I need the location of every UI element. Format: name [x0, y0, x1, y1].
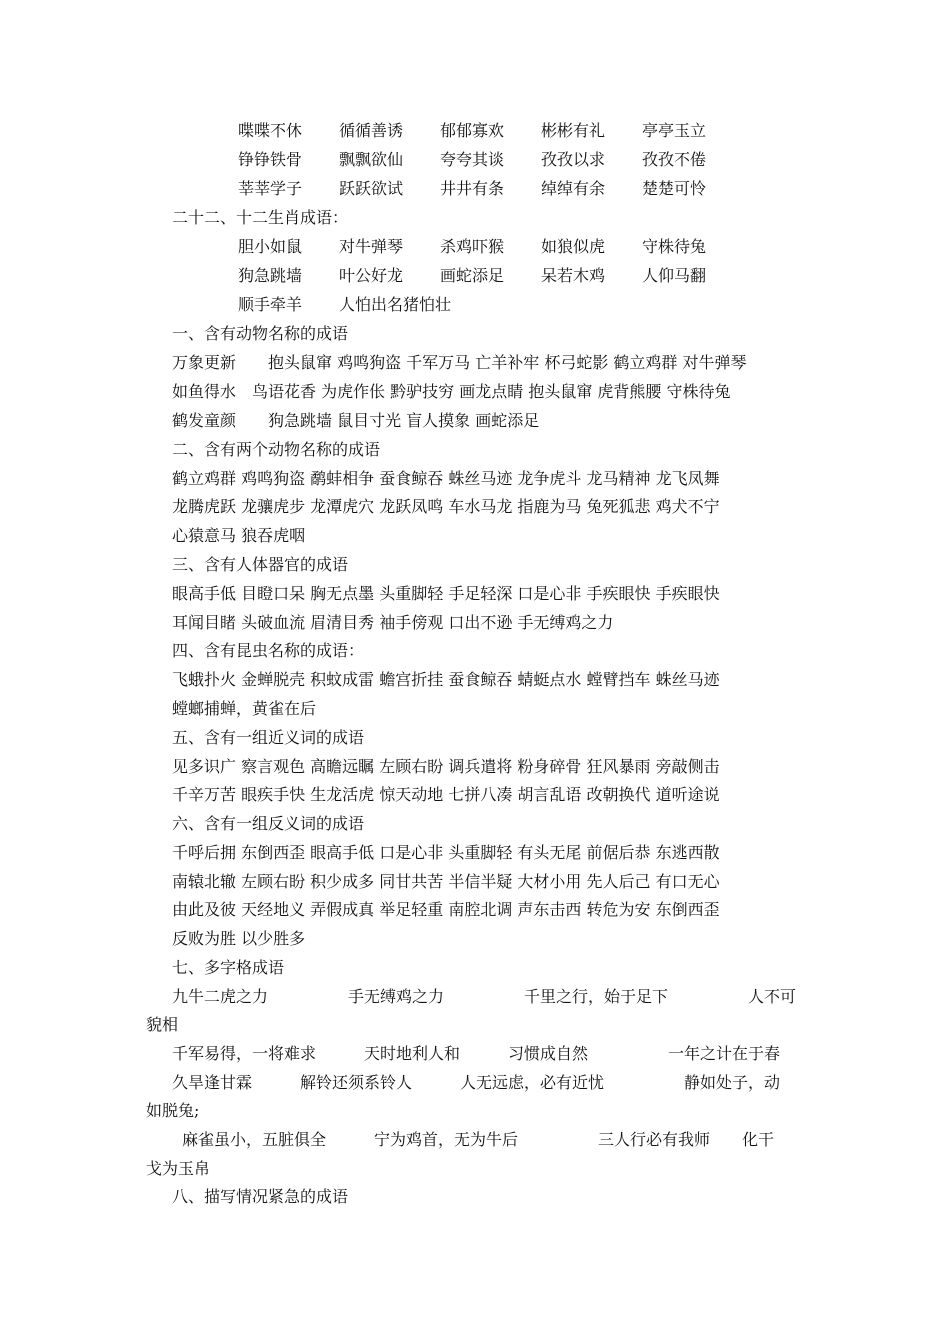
section-heading: 八、描写情况紧急的成语: [172, 1187, 349, 1206]
section-heading: 二十二、十二生肖成语：: [172, 208, 349, 227]
idiom-line: 貌相: [146, 1015, 179, 1034]
idiom: 顺手牵羊: [238, 295, 303, 314]
idiom: 画蛇添足: [440, 266, 505, 285]
idiom-line: 千军易得，一将难求 天时地利人和 习惯成自然 一年之计在于春: [172, 1044, 781, 1063]
section-heading: 三、含有人体器官的成语: [172, 555, 349, 574]
section-heading: 六、含有一组反义词的成语: [172, 814, 365, 833]
idiom: 守株待兔: [642, 237, 707, 256]
idiom-line: 耳闻目睹 头破血流 眉清目秀 袖手傍观 口出不逊 手无缚鸡之力: [172, 613, 614, 632]
idiom: 楚楚可怜: [642, 179, 707, 198]
section-heading: 二、含有两个动物名称的成语: [172, 440, 381, 459]
idiom: 人怕出名猪怕壮: [339, 295, 452, 314]
idiom: 胆小如鼠: [238, 237, 303, 256]
idiom-row: [0, 150, 950, 170]
idiom-line: 九牛二虎之力 手无缚鸡之力 千里之行，始于足下 人不可: [172, 987, 797, 1006]
idiom: 呆若木鸡: [541, 266, 606, 285]
idiom-row: [0, 237, 950, 257]
idiom-line: 戈为玉帛: [146, 1159, 211, 1178]
idiom-line: 麻雀虽小，五脏俱全 宁为鸡首，无为牛后 三人行必有我师 化干: [182, 1130, 775, 1149]
idiom: 跃跃欲试: [339, 179, 404, 198]
idiom: 狗急跳墙: [238, 266, 303, 285]
section-heading: 四、含有昆虫名称的成语：: [172, 641, 365, 660]
idiom: 孜孜以求: [541, 150, 606, 169]
idiom-line: 心猿意马 狼吞虎咽: [172, 526, 306, 545]
section-heading: 一、含有动物名称的成语: [172, 324, 349, 343]
idiom: 铮铮铁骨: [238, 150, 303, 169]
idiom-line: 鹤立鸡群 鸡鸣狗盗 鹬蚌相争 蚕食鲸吞 蛛丝马迹 龙争虎斗 龙马精神 龙飞凤舞: [172, 469, 720, 488]
idiom-line: 鹤发童颜 狗急跳墙 鼠目寸光 盲人摸象 画蛇添足: [172, 411, 540, 430]
idiom-line: 千呼后拥 东倒西歪 眼高手低 口是心非 头重脚轻 有头无尾 前倨后恭 东逃西散: [172, 843, 720, 862]
idiom-line: 眼高手低 目瞪口呆 胸无点墨 头重脚轻 手足轻深 口是心非 手疾眼快 手疾眼快: [172, 584, 720, 603]
idiom: 亭亭玉立: [642, 121, 707, 140]
section-heading: 七、多字格成语: [172, 958, 285, 977]
idiom-row: [0, 121, 950, 141]
section-heading: 五、含有一组近义词的成语: [172, 728, 365, 747]
idiom-row: [0, 266, 950, 286]
idiom-line: 久旱逢甘霖 解铃还须系铃人 人无远虑，必有近忧 静如处子，动: [172, 1073, 781, 1092]
idiom: 莘莘学子: [238, 179, 303, 198]
idiom: 孜孜不倦: [642, 150, 707, 169]
idiom-row: [0, 179, 950, 199]
idiom: 喋喋不休: [238, 121, 303, 140]
idiom-line: 由此及彼 天经地义 弄假成真 举足轻重 南腔北调 声东击西 转危为安 东倒西歪: [172, 900, 720, 919]
idiom: 循循善诱: [339, 121, 404, 140]
idiom: 彬彬有礼: [541, 121, 606, 140]
idiom-line: 南辕北辙 左顾右盼 积少成多 同甘共苦 半信半疑 大材小用 先人后己 有口无心: [172, 872, 720, 891]
idiom: 郁郁寡欢: [440, 121, 505, 140]
idiom-line: 螳螂捕蝉，黄雀在后: [172, 699, 317, 718]
idiom-row: [0, 295, 950, 315]
idiom-line: 龙腾虎跃 龙骧虎步 龙潭虎穴 龙跃凤鸣 车水马龙 指鹿为马 兔死狐悲 鸡犬不宁: [172, 497, 720, 516]
idiom: 绰绰有余: [541, 179, 606, 198]
idiom: 夸夸其谈: [440, 150, 505, 169]
idiom: 对牛弹琴: [339, 237, 404, 256]
idiom-line: 飞蛾扑火 金蝉脱壳 积蚊成雷 蟾宫折挂 蚕食鲸吞 蜻蜓点水 螳臂挡车 蛛丝马迹: [172, 670, 720, 689]
idiom: 飘飘欲仙: [339, 150, 404, 169]
idiom-line: 如鱼得水 鸟语花香 为虎作伥 黔驴技穷 画龙点睛 抱头鼠窜 虎背熊腰 守株待兔: [172, 382, 731, 401]
idiom: 如狼似虎: [541, 237, 606, 256]
idiom-line: 千辛万苦 眼疾手快 生龙活虎 惊天动地 七拼八凑 胡言乱语 改朝换代 道听途说: [172, 785, 720, 804]
idiom: 人仰马翻: [642, 266, 707, 285]
idiom: 井井有条: [440, 179, 505, 198]
idiom-line: 万象更新 抱头鼠窜 鸡鸣狗盗 千军万马 亡羊补牢 杯弓蛇影 鹤立鸡群 对牛弹琴: [172, 353, 747, 372]
idiom: 叶公好龙: [339, 266, 404, 285]
idiom: 杀鸡吓猴: [440, 237, 505, 256]
idiom-line: 如脱兔;: [146, 1101, 200, 1120]
idiom-line: 反败为胜 以少胜多: [172, 929, 306, 948]
idiom-line: 见多识广 察言观色 高瞻远瞩 左顾右盼 调兵遣将 粉身碎骨 狂风暴雨 旁敲侧击: [172, 757, 720, 776]
